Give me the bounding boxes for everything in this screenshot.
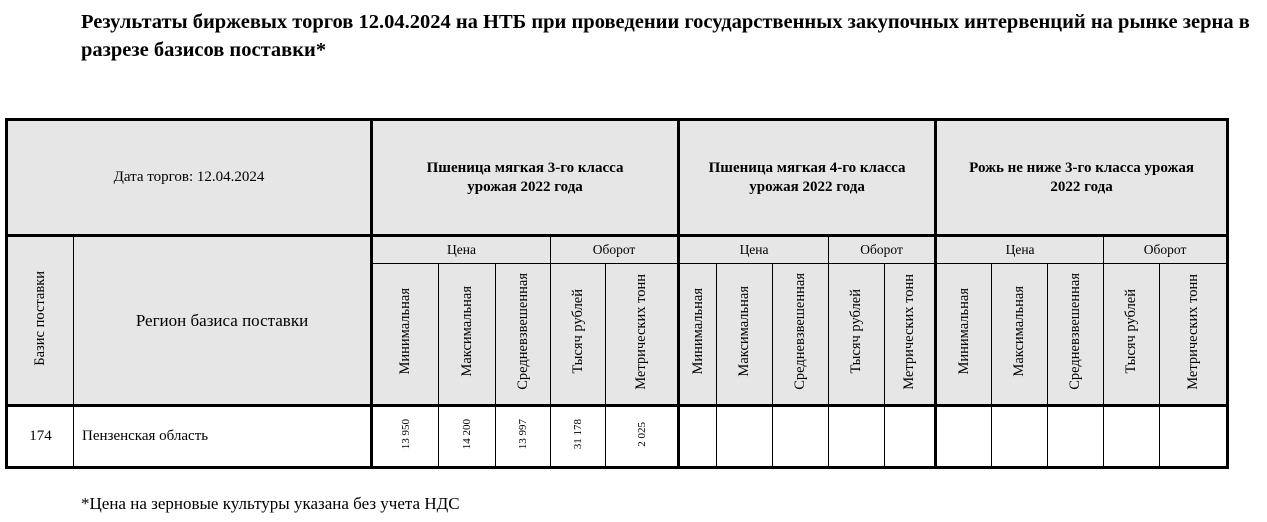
col-header-rub: Тысяч рублей [1104,264,1160,406]
basis-header: Базис поставки [7,236,74,406]
col-header-avg: Средневзвешенная [773,264,829,406]
value-cell [773,406,829,468]
col-header-tons: Метрических тонн [1160,264,1228,406]
region-header: Регион базиса поставки [74,236,372,406]
value-cell [992,406,1048,468]
col-header-tons: Метрических тонн [606,264,679,406]
region-cell: Пензенская область [74,406,372,468]
value-cell [1048,406,1104,468]
value-cell: 13 950 [372,406,439,468]
product-name: Пшеница мягкая 4-го класса урожая 2022 года [708,159,906,195]
value-cell [1160,406,1228,468]
product-header-wheat-4 [679,120,936,236]
value-cell [679,406,717,468]
col-header-min: Минимальная [372,264,439,406]
col-header-tons: Метрических тонн [885,264,936,406]
price-group-header: Цена [936,236,1104,264]
price-group-header: Цена [372,236,551,264]
col-header-min: Минимальная [679,264,717,406]
footnote: *Цена на зерновые культуры указана без учета НДС [81,494,460,513]
table-row [7,406,1228,468]
product-header-wheat-3 [372,120,679,236]
value-cell [936,406,992,468]
product-name: Рожь не ниже 3-го класса урожая 2022 года [969,159,1195,195]
value-cell [885,406,936,468]
value-cell [829,406,885,468]
basis-cell: 174 [7,406,74,468]
product-header-rye-3 [936,120,1228,236]
turnover-group-header: Оборот [551,236,679,264]
col-header-max: Максимальная [439,264,496,406]
value-cell: 14 200 [439,406,496,468]
col-header-max: Максимальная [992,264,1048,406]
value-cell: 31 178 [551,406,606,468]
value-cell [1104,406,1160,468]
trade-date-cell: Дата торгов: 12.04.2024 [7,120,372,236]
page-title: Результаты биржевых торгов 12.04.2024 на НТБ при проведении государственных закупочных интервенций на рынке зерна в разрезе базисов поставки* [81,11,1250,61]
turnover-group-header: Оборот [829,236,936,264]
auction-results-table [5,118,1229,469]
value-cell: 2 025 [606,406,679,468]
col-header-max: Максимальная [717,264,773,406]
col-header-avg: Средневзвешенная [1048,264,1104,406]
col-header-min: Минимальная [936,264,992,406]
col-header-rub: Тысяч рублей [829,264,885,406]
price-group-header: Цена [679,236,829,264]
col-header-rub: Тысяч рублей [551,264,606,406]
col-header-avg: Средневзвешенная [496,264,551,406]
turnover-group-header: Оборот [1104,236,1228,264]
value-cell: 13 997 [496,406,551,468]
value-cell [717,406,773,468]
product-name: Пшеница мягкая 3-го класса урожая 2022 года [426,159,624,195]
